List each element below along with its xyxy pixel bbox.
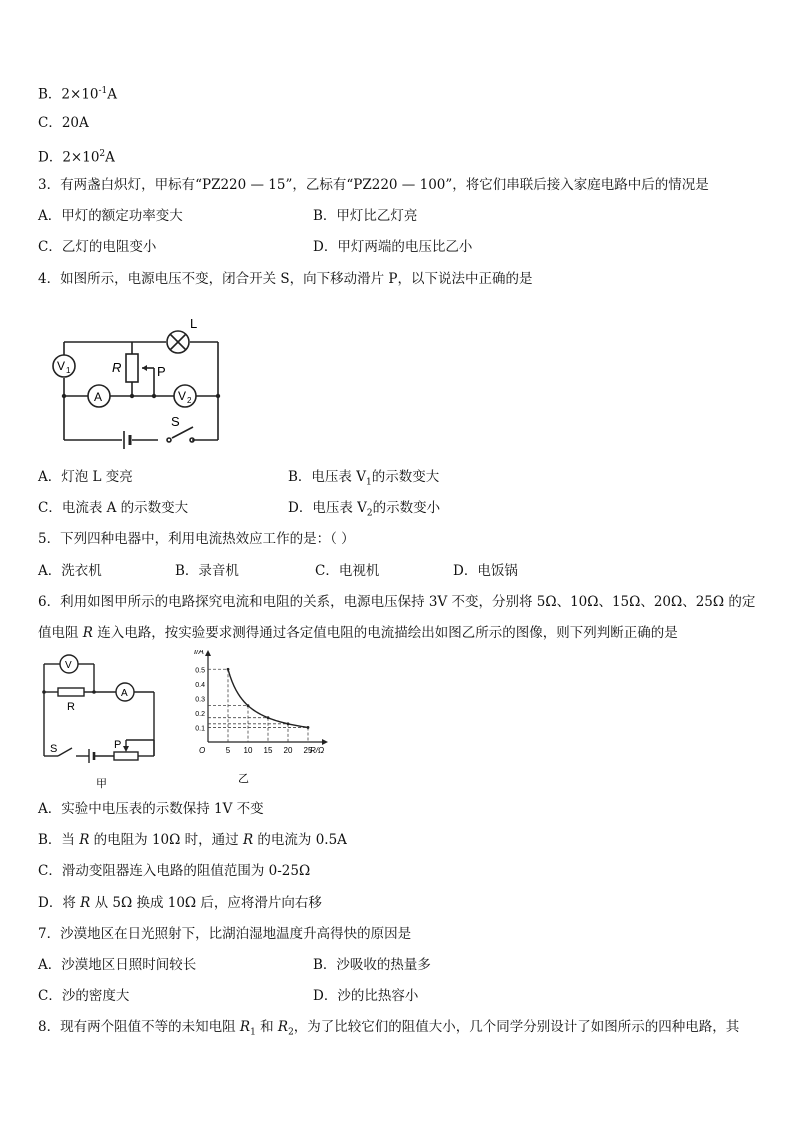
q4-label-slider: P	[157, 364, 166, 379]
q4-option-d: D．电压表 $V_2$的示数变小	[288, 500, 441, 519]
data-point	[307, 726, 310, 729]
x-tick-label: 5	[225, 746, 231, 755]
q7-option-c: C．沙的密度大	[38, 988, 130, 1004]
q2-option-b: B．$2\times 10^{-1}A$	[38, 86, 118, 103]
q4-label-switch: S	[171, 414, 180, 429]
y-tick-label: 0.5	[195, 667, 205, 675]
q6-stem-line2: 值电阻 R 连入电路，按实验要求测得通过各定值电阻的电流描绘出如图乙所示的图像，则下列判断正确的是	[38, 625, 678, 641]
y-tick-label: 0.2	[195, 710, 205, 718]
q5-stem: 5．下列四种电器中，利用电流热效应工作的是：（ ）	[38, 531, 355, 547]
q4-option-c: C．电流表 A 的示数变大	[38, 500, 189, 516]
q7-stem: 7．沙漠地区在日光照射下，比湖泊湿地温度升高得快的原因是	[38, 926, 412, 942]
q6-jia-label-switch: S	[50, 743, 58, 755]
data-point	[267, 716, 270, 719]
q5-option-d: D．电饭锅	[453, 563, 518, 579]
q6-jia-label-resistor: R	[67, 701, 75, 713]
q6-option-c: C．滑动变阻器连入电路的阻值范围为 0-25Ω	[38, 863, 311, 879]
y-tick-label: 0.4	[195, 681, 205, 689]
q6-stem-line1: 6．利用如图甲所示的电路探究电流和电阻的关系，电源电压保持 3V 不变，分别将 5Ω、10Ω、15Ω、20Ω、25Ω 的定	[38, 594, 756, 610]
q6-jia-caption: 甲	[96, 778, 107, 790]
data-point	[287, 722, 290, 725]
q6-option-d: D．将 R 从 5Ω 换成 10Ω 后，应将滑片向右移	[38, 895, 322, 911]
x-tick-label: 20	[283, 746, 293, 755]
q6-jia-label-voltmeter: V	[65, 660, 72, 671]
q3-option-a: A．甲灯的额定功率变大	[38, 208, 183, 224]
q3-option-b: B．甲灯比乙灯亮	[313, 208, 418, 224]
q5-option-a: A．洗衣机	[38, 563, 102, 579]
q4-label-v2-sub: 2	[187, 396, 192, 405]
y-tick-label: 0.3	[195, 696, 205, 704]
q5-option-b: B．录音机	[175, 563, 239, 579]
x-axis-arrow-icon	[322, 739, 328, 745]
q6-option-b: B．当 R 的电阻为 10Ω 时，通过 R 的电流为 0.5A	[38, 832, 347, 848]
q4-circuit-diagram	[40, 310, 240, 450]
q6-jia-label-slider: P	[114, 739, 122, 751]
q3-option-d: D．甲灯两端的电压比乙小	[313, 239, 473, 255]
origin-label: O	[199, 746, 206, 755]
x-tick-label: 10	[243, 746, 253, 755]
q4-label-v1: V	[57, 359, 66, 373]
q8-stem: 8．现有两个阻值不等的未知电阻 $R_1$ 和 $R_2$，为了比较它们的阻值大小，几个同学分别设计了如图所示的四种电路，其	[38, 1019, 740, 1038]
y-axis-label: I/A	[194, 650, 204, 656]
q4-label-resistor: R	[112, 360, 122, 375]
q6-option-a: A．实验中电压表的示数保持 1V 不变	[38, 801, 264, 817]
q2-option-d: D．$2\times 10^2A$	[38, 149, 115, 166]
q4-option-a: A．灯泡 L 变亮	[38, 469, 133, 485]
q7-option-b: B．沙吸收的热量多	[313, 957, 431, 973]
q5-option-c: C．电视机	[315, 563, 380, 579]
q6-circuit-diagram-jia	[36, 652, 166, 792]
x-tick-label: 25	[303, 746, 313, 755]
q4-option-b: B．电压表 $V_1$的示数变大	[288, 469, 440, 488]
q2-option-c: C．20A	[38, 115, 89, 131]
q4-label-ammeter: A	[94, 390, 103, 404]
q7-option-d: D．沙的比热容小	[313, 988, 419, 1004]
chart-caption: 乙	[238, 773, 249, 785]
q3-option-c: C．乙灯的电阻变小	[38, 239, 157, 255]
q4-label-lamp: L	[190, 316, 198, 331]
y-axis-arrow-icon	[205, 650, 211, 656]
q4-label-v1-sub: 1	[66, 366, 71, 375]
x-axis-label: R/Ω	[310, 746, 325, 755]
data-point	[227, 668, 230, 671]
y-tick-label: 0.1	[195, 725, 205, 733]
q4-label-v2: V	[178, 389, 187, 403]
x-tick-label: 15	[263, 746, 273, 755]
q3-stem: 3．有两盏白炽灯，甲标有“PZ220 — 15”，乙标有“PZ220 — 100”，将它们串联后接入家庭电路中后的情况是	[38, 177, 709, 193]
q6-chart-yi	[180, 650, 330, 790]
q6-jia-label-ammeter: A	[121, 688, 128, 699]
q4-stem: 4．如图所示，电源电压不变，闭合开关 S，向下移动滑片 P，以下说法中正确的是	[38, 271, 533, 287]
data-point	[247, 704, 250, 707]
q7-option-a: A．沙漠地区日照时间较长	[38, 957, 197, 973]
